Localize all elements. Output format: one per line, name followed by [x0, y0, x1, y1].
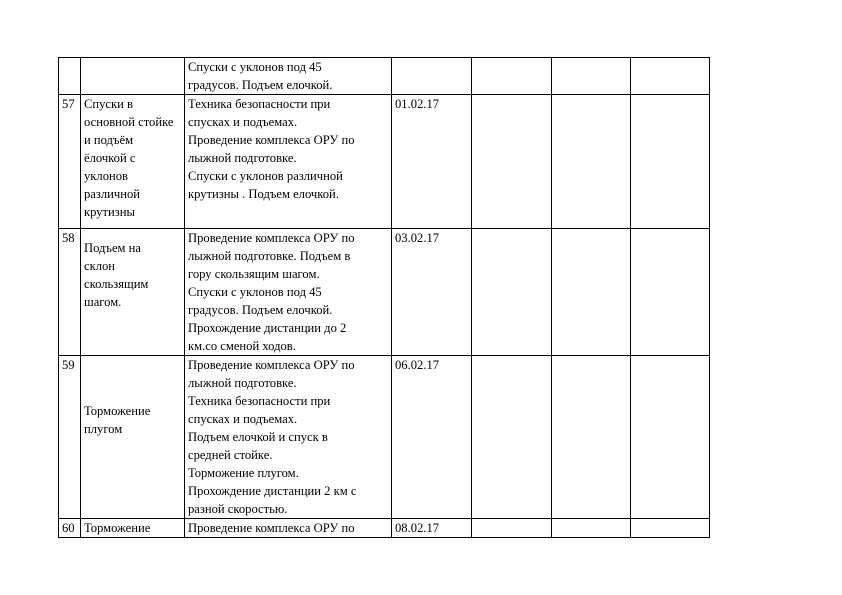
empty-cell — [472, 229, 552, 356]
lesson-content-line: спусках и подъемах. — [188, 115, 298, 129]
lesson-content-line: Прохождение дистанции до 2 — [188, 321, 347, 335]
lesson-content-line: лыжной подготовке. Подъем в — [188, 249, 351, 263]
lesson-number-cell — [59, 229, 81, 356]
lesson-content-line: Спуски с уклонов различной — [188, 169, 343, 183]
lesson-content-line: крутизны . Подъем елочкой. — [188, 187, 339, 201]
empty-cell — [552, 229, 631, 356]
lesson-topic-cell — [81, 229, 185, 356]
lesson-number: 59 — [62, 358, 75, 372]
empty-cell — [472, 519, 552, 538]
lesson-topic-line: Торможение — [84, 521, 151, 535]
lesson-content-cell — [185, 229, 392, 356]
lesson-topic-cell — [81, 356, 185, 519]
empty-cell — [631, 58, 710, 95]
lesson-topic-line: Подъем на — [84, 241, 141, 255]
table-row — [59, 356, 710, 519]
lesson-content-line: Проведение комплекса ОРУ по — [188, 231, 355, 245]
lesson-content-line: Проведение комплекса ОРУ по — [188, 521, 355, 535]
lesson-date: 08.02.17 — [395, 521, 440, 535]
table-row — [59, 95, 710, 229]
lesson-content-line: Техника безопасности при — [188, 97, 331, 111]
lesson-topic-cell — [81, 58, 185, 95]
lesson-topic-line: скользящим — [84, 277, 149, 291]
lesson-topic-line: крутизны — [84, 205, 135, 219]
lesson-date-cell — [392, 356, 472, 519]
lesson-content-line: лыжной подготовке. — [188, 376, 297, 390]
empty-cell — [552, 356, 631, 519]
lesson-content-cell — [185, 519, 392, 538]
lesson-content-line: Спуски с уклонов под 45 — [188, 60, 322, 74]
lesson-date-cell — [392, 95, 472, 229]
lesson-number: 60 — [62, 521, 75, 535]
lesson-content-cell — [185, 95, 392, 229]
lesson-content-line: разной скоростью. — [188, 502, 288, 516]
lesson-topic-line: основной стойке — [84, 115, 174, 129]
lesson-content-line: Техника безопасности при — [188, 394, 331, 408]
lesson-content-cell — [185, 356, 392, 519]
empty-cell — [472, 95, 552, 229]
lesson-topic-line: Спуски в — [84, 97, 133, 111]
lesson-number-cell — [59, 356, 81, 519]
lesson-plan-body — [59, 58, 710, 538]
empty-cell — [631, 95, 710, 229]
lesson-topic-line: Торможение — [84, 404, 151, 418]
lesson-date-cell — [392, 58, 472, 95]
lesson-number: 58 — [62, 231, 75, 245]
lesson-content-line: Проведение комплекса ОРУ по — [188, 358, 355, 372]
empty-cell — [631, 519, 710, 538]
lesson-content-line: Проведение комплекса ОРУ по — [188, 133, 355, 147]
lesson-topic-line: плугом — [84, 422, 123, 436]
lesson-content-line: Спуски с уклонов под 45 — [188, 285, 322, 299]
lesson-date-cell — [392, 229, 472, 356]
empty-cell — [472, 356, 552, 519]
lesson-content-line: Подъем елочкой и спуск в — [188, 430, 328, 444]
lesson-number-cell — [59, 95, 81, 229]
lesson-content-line: км.со сменой ходов. — [188, 339, 296, 353]
lesson-content-line: гору скользящим шагом. — [188, 267, 320, 281]
empty-cell — [472, 58, 552, 95]
lesson-date: 01.02.17 — [395, 97, 440, 111]
lesson-plan-table — [58, 57, 710, 538]
lesson-number-cell — [59, 519, 81, 538]
lesson-topic-cell — [81, 519, 185, 538]
lesson-content-line: Прохождение дистанции 2 км с — [188, 484, 357, 498]
lesson-content-cell — [185, 58, 392, 95]
empty-cell — [631, 229, 710, 356]
lesson-topic-line: уклонов — [84, 169, 128, 183]
lesson-topic-line: склон — [84, 259, 116, 273]
empty-cell — [552, 519, 631, 538]
lesson-content-line: Торможение плугом. — [188, 466, 299, 480]
lesson-topic-line: шагом. — [84, 295, 122, 309]
lesson-number: 57 — [62, 97, 75, 111]
empty-cell — [552, 58, 631, 95]
lesson-content-line: лыжной подготовке. — [188, 151, 297, 165]
lesson-topic-line: ёлочкой с — [84, 151, 136, 165]
lesson-content-line: средней стойке. — [188, 448, 273, 462]
table-row — [59, 229, 710, 356]
table-row — [59, 519, 710, 538]
empty-cell — [552, 95, 631, 229]
lesson-topic-line: и подъём — [84, 133, 134, 147]
table-row — [59, 58, 710, 95]
empty-cell — [631, 356, 710, 519]
lesson-date: 06.02.17 — [395, 358, 440, 372]
lesson-topic-cell — [81, 95, 185, 229]
lesson-number-cell — [59, 58, 81, 95]
lesson-topic-line: различной — [84, 187, 140, 201]
lesson-date-cell — [392, 519, 472, 538]
lesson-content-line: градусов. Подъем елочкой. — [188, 78, 333, 92]
lesson-content-line: спусках и подъемах. — [188, 412, 298, 426]
lesson-date: 03.02.17 — [395, 231, 440, 245]
lesson-content-line: градусов. Подъем елочкой. — [188, 303, 333, 317]
